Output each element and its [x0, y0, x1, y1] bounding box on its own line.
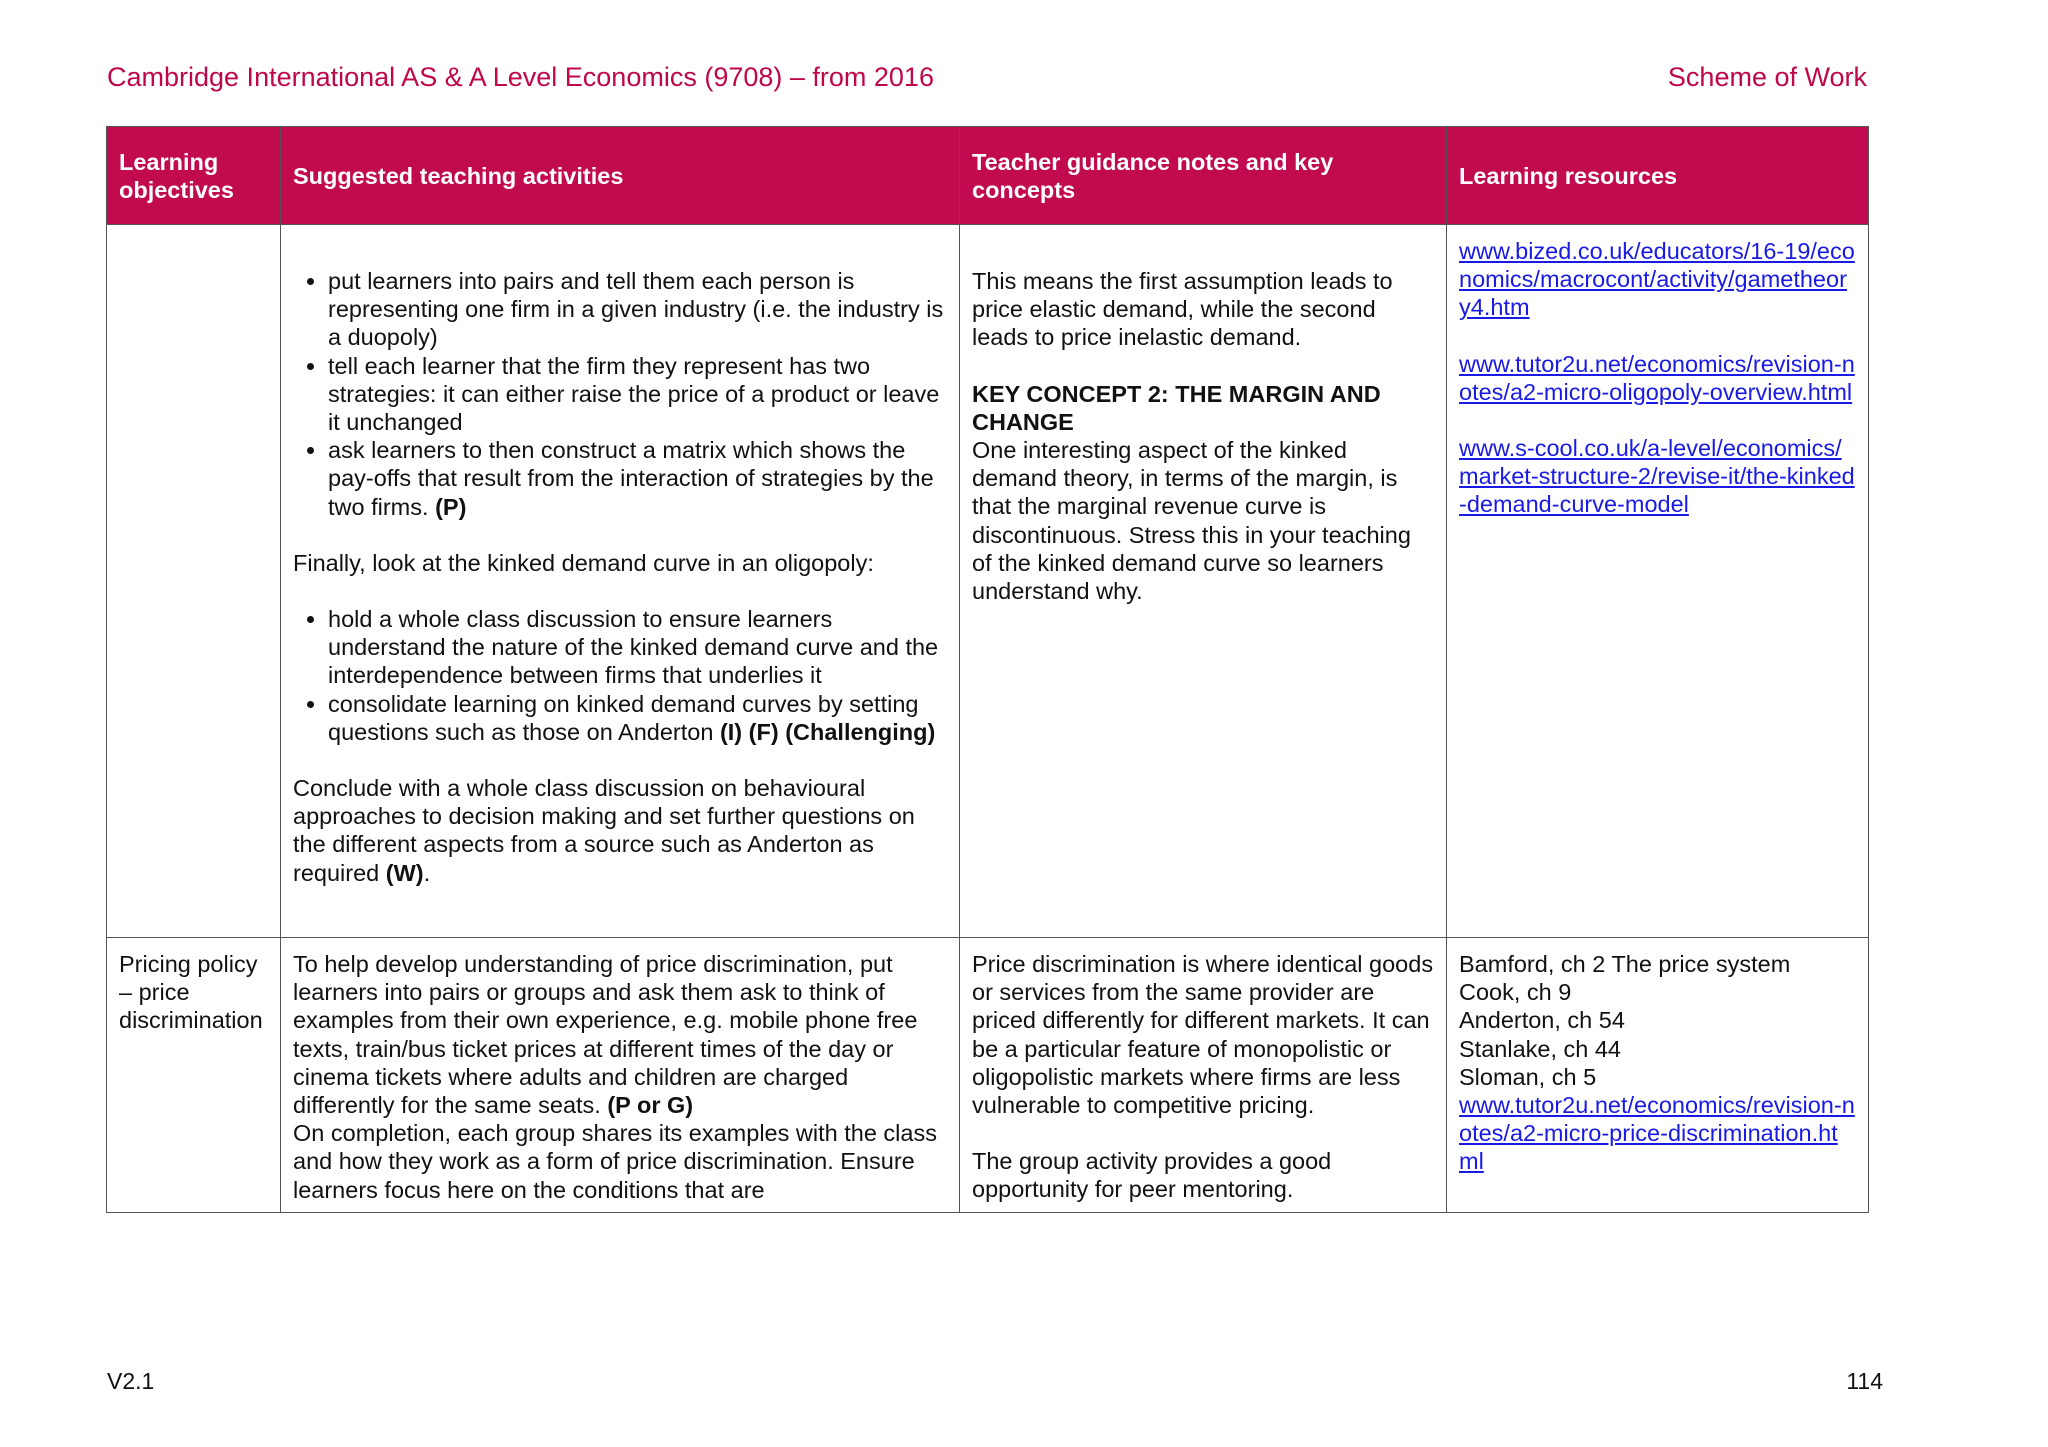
resource-item: Cook, ch 9 [1459, 979, 1572, 1006]
guidance-cell [960, 225, 1447, 938]
activity-paragraph: To help develop understanding of price discrimination, put learners into pairs or groups and ask them ask to think of examples from their own experience, e.g. mobile phone free texts, train/bus ticket prices at different times of the day or cinema tickets where adults and children are charged differently for the same seats. (P or G) [293, 951, 918, 1119]
resource-link[interactable]: www.s-cool.co.uk/a-level/economics/market-structure-2/revise-it/the-kinked-demand-curve-model [1459, 435, 1855, 518]
guidance-cell [960, 938, 1447, 1213]
table-header-row [107, 127, 1869, 225]
guidance-paragraph: This means the first assumption leads to price elastic demand, while the second leads to price inelastic demand. [972, 268, 1393, 351]
version-label: V2.1 [107, 1368, 155, 1394]
list-item: • ask learners to then construct a matrix which shows the pay-offs that result from the interaction of strategies by the two firms. (P) [328, 436, 947, 521]
resource-item: Anderton, ch 54 [1459, 1007, 1625, 1034]
resource-item: Stanlake, ch 44 [1459, 1035, 1621, 1062]
resource-link[interactable]: www.tutor2u.net/economics/revision-notes/a2-micro-price-discrimination.html [1459, 1092, 1855, 1175]
list-item: • hold a whole class discussion to ensure learners understand the nature of the kinked demand curve and the interdependence between firms that underlies it [328, 605, 947, 690]
table-row [107, 938, 1869, 1213]
list-item: • tell each learner that the firm they represent has two strategies: it can either raise the price of a product or leave it unchanged [328, 352, 947, 437]
document-title: Cambridge International AS & A Level Economics (9708) – from 2016 [107, 62, 934, 92]
resource-item: Bamford, ch 2 The price system [1459, 951, 1791, 977]
activity-list [293, 267, 947, 521]
resources-cell [1447, 225, 1869, 938]
objective-cell [107, 225, 281, 938]
resource-link[interactable]: www.bized.co.uk/educators/16-19/economics/macrocont/activity/gametheory4.htm [1459, 238, 1855, 321]
header-learning-objectives: Learning objectives [107, 127, 281, 225]
resource-link[interactable]: www.tutor2u.net/economics/revision-notes/a2-micro-oligopoly-overview.html [1459, 350, 1855, 405]
activity-paragraph: On completion, each group shares its examples with the class and how they work as a form of price discrimination. Ensure learners focus here on the conditions that are [293, 1120, 937, 1203]
resources-cell [1447, 938, 1869, 1213]
scheme-of-work-table [106, 126, 1869, 1213]
objective-cell: Pricing policy – price discrimination [107, 938, 281, 1213]
activity-paragraph: Finally, look at the kinked demand curve in an oligopoly: [293, 549, 874, 576]
guidance-paragraph: One interesting aspect of the kinked demand theory, in terms of the margin, is that the marginal revenue curve is discontinuous. Stress this in your teaching of the kinked demand curve so learners understand why. [972, 437, 1411, 605]
header-guidance-notes: Teacher guidance notes and key concepts [960, 127, 1447, 225]
list-item: • put learners into pairs and tell them each person is representing one firm in a given industry (i.e. the industry is a duopoly) [328, 267, 947, 352]
activity-list [293, 605, 947, 746]
table-row [107, 225, 1869, 938]
activities-cell [281, 938, 960, 1213]
guidance-paragraph: Price discrimination is where identical goods or services from the same provider are priced differently for different markets. It can be a particular feature of monopolistic or oligopolistic markets where firms are less vulnerable to competitive pricing. [972, 951, 1434, 1119]
header-learning-resources: Learning resources [1447, 127, 1869, 225]
page-number: 114 [1846, 1368, 1883, 1394]
header-teaching-activities: Suggested teaching activities [281, 127, 960, 225]
activity-paragraph: Conclude with a whole class discussion on behavioural approaches to decision making and set further questions on the different aspects from a source such as Anderton as required (W). [293, 775, 915, 886]
resource-item: Sloman, ch 5 [1459, 1063, 1597, 1090]
key-concept-heading: KEY CONCEPT 2: THE MARGIN AND CHANGE [972, 380, 1381, 435]
activities-cell [281, 225, 960, 938]
document-subtitle: Scheme of Work [1667, 62, 1867, 92]
list-item: • consolidate learning on kinked demand curves by setting questions such as those on Anderton (I) (F) (Challenging) [328, 690, 947, 746]
guidance-paragraph: The group activity provides a good opportunity for peer mentoring. [972, 1148, 1332, 1203]
